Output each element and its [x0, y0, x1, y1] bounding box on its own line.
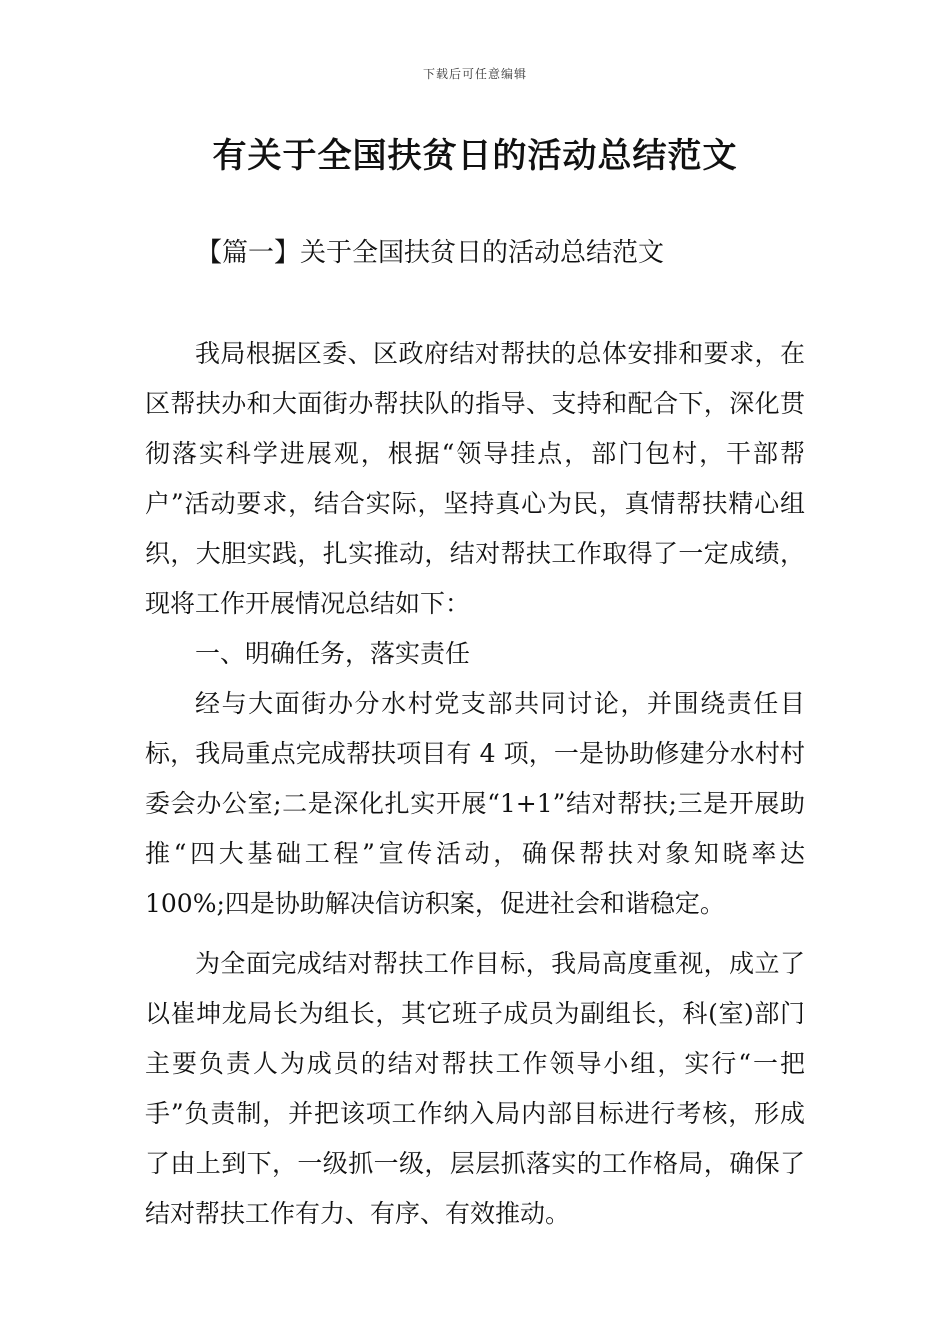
document-title: 有关于全国扶贫日的活动总结范文 [212, 136, 738, 176]
body-paragraph: 为全面完成结对帮扶工作目标，我局高度重视，成立了以崔坤龙局长为组长，其它班子成员为副组长，科(室)部门主要负责人为成员的结对帮扶工作领导小组，实行“一把手”负责制，并把该项工作纳入局内部目标进行考核，形成了由上到下，一级抓一级，层层抓落实的工作格局，确保了结对帮扶工作有力、有序、有效推动。 [145, 949, 805, 1228]
section-heading: 【篇一】关于全国扶贫日的活动总结范文 [196, 238, 665, 268]
header-note: 下载后可任意编辑 [422, 67, 527, 81]
document-body [145, 329, 805, 1239]
subsection-heading: 一、明确任务，落实责任 [195, 639, 471, 668]
body-paragraph: 我局根据区委、区政府结对帮扶的总体安排和要求，在区帮扶办和大面街办帮扶队的指导、支持和配合下，深化贯彻落实科学进展观，根据“领导挂点，部门包村，干部帮户”活动要求，结合实际，坚持真心为民，真情帮扶精心组织，大胆实践，扎实推动，结对帮扶工作取得了一定成绩，现将工作开展情况总结如下： [145, 339, 805, 618]
body-paragraph: 经与大面街办分水村党支部共同讨论，并围绕责任目标，我局重点完成帮扶项目有 4 项，一是协助修建分水村村委会办公室;二是深化扎实开展“1+1”结对帮扶;三是开展助推“四大基础工程”宣传活动，确保帮扶对象知晓率达 100%;四是协助解决信访积案，促进社会和谐稳定。 [145, 689, 805, 918]
